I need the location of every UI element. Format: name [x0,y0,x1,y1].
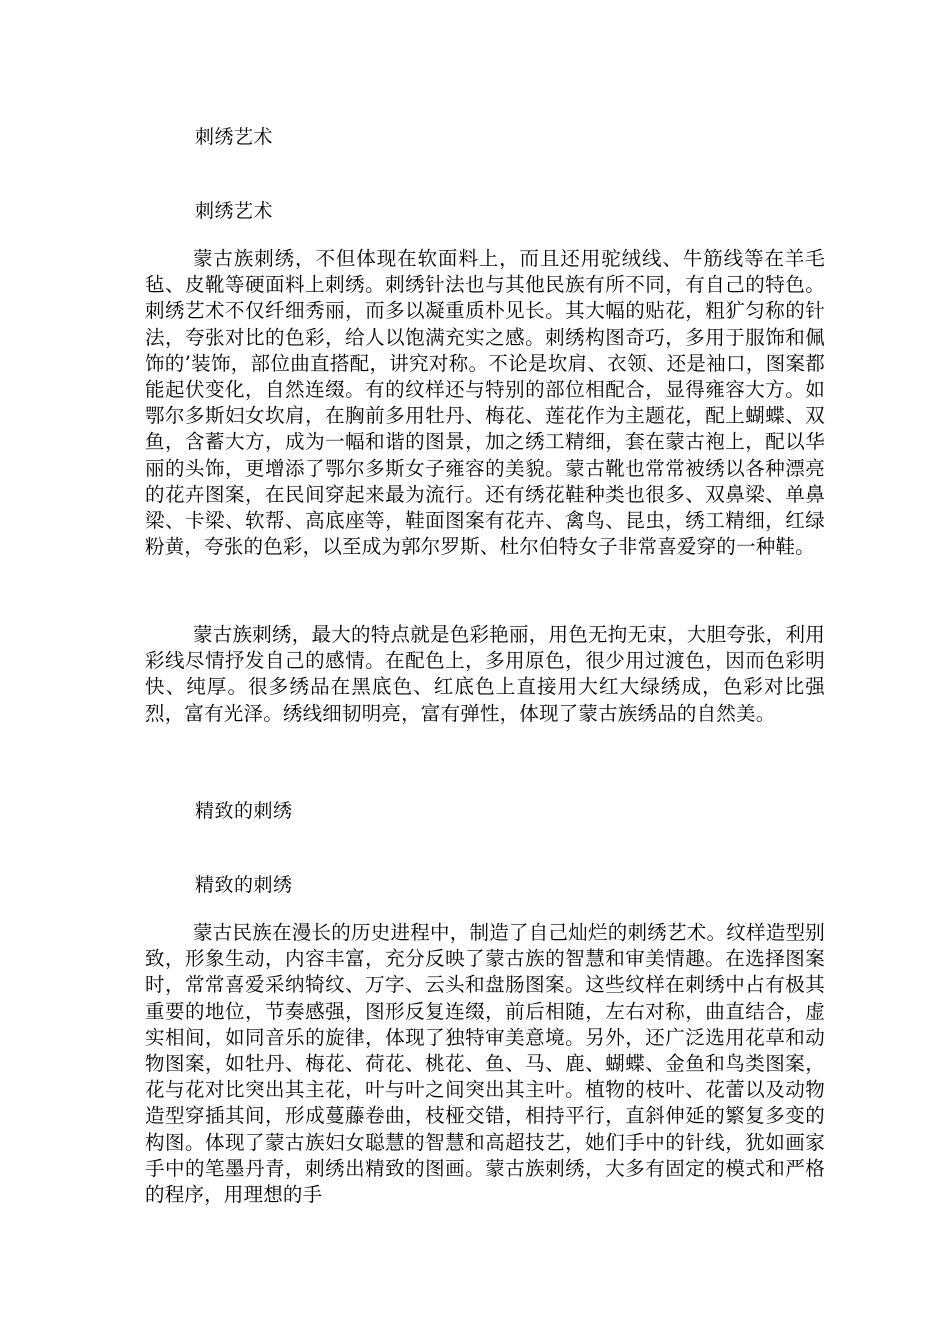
paragraph-embroidery-colors: 蒙古族刺绣，最大的特点就是色彩艳丽，用色无拘无束，大胆夸张，利用彩线尽情抒发自己的感情。在配色上，多用原色，很少用过渡色，因而色彩明快、纯厚。很多绣品在黑底色、红底色上直接用大红大绿绣成，色彩对比强烈，富有光泽。绣线细韧明亮，富有弹性，体现了蒙古族绣品的自然美。 [145,623,825,725]
section-title-fine-embroidery: 精致的刺绣 [195,800,293,822]
section-subtitle-embroidery-art: 刺绣艺术 [195,200,274,222]
section-title-embroidery-art: 刺绣艺术 [195,126,274,148]
paragraph-fine-embroidery: 蒙古民族在漫长的历史进程中，制造了自己灿烂的刺绣艺术。纹样造型别致，形象生动，内容丰富，充分反映了蒙古族的智慧和审美情趣。在选择图案时，常常喜爱采纳犄纹、万字、云头和盘肠图案。这些纹样在刺绣中占有极其重要的地位，节奏感强，图形反复连缀，前后相随，左右对称，曲直结合，虚实相间，如同音乐的旋律，体现了独特审美意境。另外，还广泛选用花草和动物图案，如牡丹、梅花、荷花、桃花、鱼、马、鹿、蝴蝶、金鱼和鸟类图案，花与花对比突出其主花，叶与叶之间突出其主叶。植物的枝叶、花蕾以及动物造型穿插其间，形成蔓藤卷曲，枝桠交错，相持平行，直斜伸延的繁复多变的构图。体现了蒙古族妇女聪慧的智慧和高超技艺，她们手中的针线，犹如画家手中的笔墨丹青，刺绣出精致的图画。蒙古族刺绣，大多有固定的模式和严格的程序，用理想的手 [145,921,825,1207]
section-subtitle-fine-embroidery: 精致的刺绣 [195,874,293,896]
paragraph-embroidery-overview: 蒙古族刺绣，不但体现在软面料上，而且还用驼绒线、牛筋线等在羊毛毡、皮靴等硬面料上刺绣。刺绣针法也与其他民族有所不同，有自己的特色。刺绣艺术不仅纤细秀丽，而多以凝重质朴见长。其大幅的贴花，粗犷匀称的针法，夸张对比的色彩，给人以饱满充实之感。刺绣构图奇巧，多用于服饰和佩饰的’装饰，部位曲直搭配，讲究对称。不论是坎肩、衣领、还是袖口，图案都能起伏变化，自然连缀。有的纹样还与特别的部位相配合，显得雍容大方。如鄂尔多斯妇女坎肩，在胸前多用牡丹、梅花、莲花作为主题花，配上蝴蝶、双鱼，含蓄大方，成为一幅和谐的图景，加之绣工精细，套在蒙古袍上，配以华丽的头饰，更增添了鄂尔多斯女子雍容的美貌。蒙古靴也常常被绣以各种漂亮的花卉图案，在民间穿起来最为流行。还有绣花鞋种类也很多、双鼻梁、单鼻梁、卡梁、软帮、高底座等，鞋面图案有花卉、禽鸟、昆虫，绣工精细，红绿粉黄，夸张的色彩，以至成为郭尔罗斯、杜尔伯特女子非常喜爱穿的一种鞋。 [145,247,825,559]
